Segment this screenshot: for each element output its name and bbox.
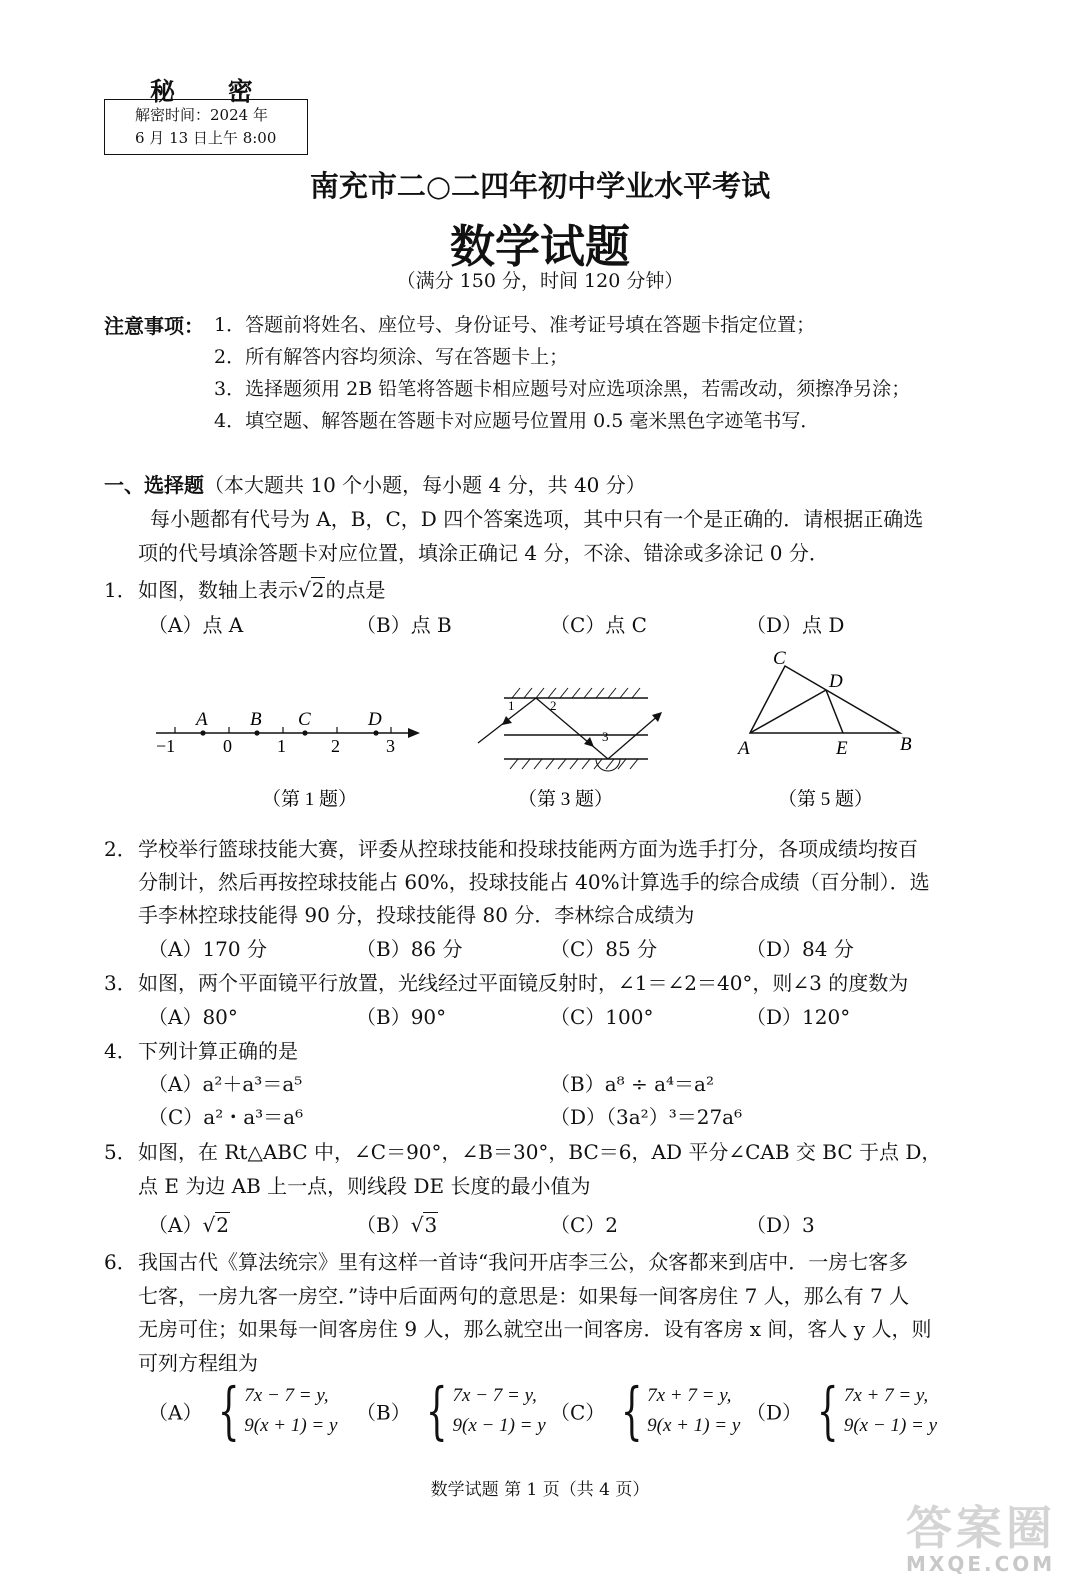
angle-label-1: 1 — [508, 698, 515, 713]
q2-line2: 分制计，然后再按控球技能占 60%，投球技能占 40%计算选手的综合成绩（百分制）．选 — [138, 870, 930, 894]
exam-subtitle: （满分 150 分，时间 120 分钟） — [396, 270, 684, 292]
q6-option-c — [550, 1374, 741, 1447]
q6-option-d — [746, 1374, 938, 1447]
q6-line3: 无房可住；如果每一间客房住 9 人，那么就空出一间客房．设有客房 x 间，客人 y 人，则 — [138, 1317, 932, 1341]
q5-option-a-label: （A） — [148, 1213, 203, 1237]
eq-line-2: 9(x + 1) = y — [244, 1415, 338, 1436]
label-b: B — [250, 709, 262, 730]
q1-option-a: （A）点 A — [148, 613, 244, 637]
fig5-caption: （第 5 题） — [778, 789, 874, 810]
q2-option-c: （C）85 分 — [550, 937, 658, 961]
q5-option-b-radicand: 3 — [424, 1213, 438, 1237]
watermark-sub: MXQE.COM — [906, 1552, 1056, 1576]
section-heading-bold: 一、选择题 — [104, 473, 204, 497]
point-c — [302, 730, 307, 735]
notice-item-1: 1．答题前将姓名、座位号、身份证号、准考证号填在答题卡指定位置； — [214, 314, 816, 336]
label-c: C — [298, 709, 311, 730]
vertex-c: C — [773, 648, 786, 669]
notice-item-2: 2．所有解答内容均须涂、写在答题卡上； — [214, 346, 569, 368]
eq-line-1: 7x + 7 = y, — [647, 1385, 732, 1406]
equation-system — [808, 1374, 938, 1447]
subject-title: 数学试题 — [449, 220, 630, 273]
equation-system — [417, 1374, 546, 1447]
sqrt-icon: √2 — [202, 1213, 229, 1237]
q6-line2: 七客，一房九客一房空．”诗中后面两句的意思是：如果每一间客房住 7 人，那么有 7 人 — [138, 1284, 910, 1308]
point-a — [200, 730, 205, 735]
q1-radicand: 2 — [311, 578, 325, 602]
tick-label-0: 0 — [223, 736, 232, 756]
equation-system — [209, 1374, 338, 1447]
q6-number: 6． — [104, 1250, 137, 1274]
q1-option-b: （B）点 B — [356, 613, 452, 637]
eq-line-2: 9(x − 1) = y — [452, 1415, 546, 1436]
q6-option-c-label: （C） — [550, 1400, 606, 1425]
fig1-caption: （第 1 题） — [262, 789, 358, 810]
point-d — [373, 730, 378, 735]
q1-stem — [138, 574, 385, 603]
eq-line-1: 7x + 7 = y, — [843, 1385, 929, 1406]
q3-stem: 如图，两个平面镜平行放置，光线经过平面镜反射时，∠1＝∠2＝40°，则∠3 的度数为 — [138, 971, 909, 995]
number-line-figure — [156, 709, 420, 756]
q2-line1: 学校举行篮球技能大赛，评委从控球技能和投球技能两方面为选手打分，各项成绩均按百 — [138, 837, 918, 861]
sqrt-icon: √2 — [298, 578, 325, 602]
exam-title: 南充市二○二四年初中学业水平考试 — [309, 169, 771, 203]
q5-option-b — [356, 1209, 438, 1238]
q5-option-a — [148, 1209, 230, 1238]
brace-icon: { — [425, 1374, 448, 1447]
section-heading — [104, 469, 646, 498]
q2-option-a: （A）170 分 — [148, 937, 267, 961]
q3-number: 3． — [104, 971, 137, 995]
tick-label-1: 1 — [277, 736, 286, 756]
notice-item-3: 3．选择题须用 2B 铅笔将答题卡相应题号对应选项涂黑，若需改动，须擦净另涂； — [214, 378, 911, 400]
vertex-b: B — [900, 734, 912, 755]
q2-option-b: （B）86 分 — [356, 937, 463, 961]
angle-label-3: 3 — [602, 729, 609, 744]
arrow-icon — [584, 737, 594, 747]
eq-line-1: 7x − 7 = y, — [452, 1385, 537, 1406]
arrow-icon — [652, 712, 662, 722]
sqrt-icon: √3 — [410, 1213, 438, 1237]
q5-option-d: （D）3 — [746, 1213, 815, 1237]
q5-option-c: （C）2 — [550, 1213, 619, 1237]
watermark-logo — [906, 1492, 1056, 1576]
q6-option-d-label: （D） — [746, 1400, 803, 1425]
q1-option-c: （C）点 C — [550, 613, 647, 637]
q3-option-d: （D）120° — [746, 1005, 851, 1029]
q1-stem-a: 如图，数轴上表示 — [138, 578, 298, 602]
notice-label: 注意事项： — [104, 314, 204, 338]
q6-option-a-label: （A） — [148, 1400, 203, 1425]
notice-item-4: 4．填空题、解答题在答题卡对应题号位置用 0.5 毫米黑色字迹笔书写． — [214, 410, 820, 432]
q2-option-d: （D）84 分 — [746, 937, 854, 961]
q3-option-b: （B）90° — [356, 1005, 447, 1029]
label-a: A — [196, 709, 208, 730]
brace-icon: { — [817, 1374, 839, 1447]
q4-option-b: （B）a⁸ ÷ a⁴＝a² — [550, 1072, 714, 1096]
q6-option-b — [356, 1374, 546, 1447]
secret-label: 秘 密 — [150, 77, 275, 106]
figures-row — [0, 640, 1080, 810]
q5-line2: 点 E 为边 AB 上一点，则线段 DE 长度的最小值为 — [138, 1174, 591, 1198]
q6-option-b-label: （B） — [356, 1400, 411, 1425]
brace-icon: { — [620, 1374, 643, 1447]
eq-line-1: 7x − 7 = y, — [244, 1385, 329, 1406]
outgoing-ray — [608, 714, 660, 759]
q1-number: 1． — [104, 578, 137, 602]
q5-option-a-radicand: 2 — [216, 1213, 229, 1237]
q5-line1: 如图，在 Rt△ABC 中，∠C＝90°，∠B＝30°，BC＝6，AD 平分∠CAB 交 BC 于点 D， — [138, 1140, 942, 1164]
tick-label-3: 3 — [386, 736, 395, 756]
equation-system — [612, 1374, 741, 1447]
vertex-a: A — [738, 738, 750, 759]
page-footer: 数学试题 第 1 页（共 4 页） — [430, 1480, 650, 1500]
q2-number: 2． — [104, 837, 137, 861]
q3-option-a: （A）80° — [148, 1005, 238, 1029]
vertex-e: E — [836, 738, 848, 759]
q1-stem-b: 的点是 — [325, 578, 386, 602]
point-b — [254, 730, 259, 735]
mirror-figure — [478, 688, 660, 771]
q4-option-a: （A）a²＋a³＝a⁵ — [148, 1072, 303, 1096]
q6-line1: 我国古代《算法统宗》里有这样一首诗“我问开店李三公，众客都来到店中．一房七客多 — [138, 1250, 909, 1274]
q1-option-d: （D）点 D — [746, 613, 845, 637]
q6-option-a — [148, 1374, 338, 1447]
angle-3-arc — [596, 759, 620, 771]
q4-option-c: （C）a²・a³＝a⁶ — [148, 1105, 304, 1129]
brace-icon: { — [217, 1374, 240, 1447]
angle-label-2: 2 — [550, 698, 557, 713]
q5-option-b-label: （B） — [356, 1213, 411, 1237]
q4-stem: 下列计算正确的是 — [138, 1039, 298, 1063]
tick-label-2: 2 — [331, 736, 340, 756]
eq-line-2: 9(x − 1) = y — [843, 1415, 938, 1436]
eq-line-2: 9(x + 1) = y — [647, 1415, 741, 1436]
q3-option-c: （C）100° — [550, 1005, 654, 1029]
label-d: D — [368, 709, 382, 730]
section-heading-rest: （本大题共 10 个小题，每小题 4 分，共 40 分） — [204, 473, 646, 497]
triangle-figure — [750, 666, 900, 733]
q5-number: 5． — [104, 1140, 137, 1164]
fig3-caption: （第 3 题） — [518, 789, 614, 810]
declass-line1: 解密时间：2024 年 — [135, 106, 268, 124]
declass-line2: 6 月 13 日上午 8:00 — [135, 129, 277, 147]
section-intro-line1: 每小题都有代号为 A，B，C，D 四个答案选项，其中只有一个是正确的．请根据正确选 — [150, 507, 924, 531]
vertex-d: D — [829, 671, 843, 692]
watermark-main: 答案圈 — [906, 1501, 1056, 1555]
q4-number: 4． — [104, 1039, 137, 1063]
reflected-ray — [536, 698, 608, 759]
q6-line4: 可列方程组为 — [138, 1351, 258, 1375]
tick-label-neg1: −1 — [156, 736, 176, 756]
section-intro-line2: 项的代号填涂答题卡对应位置，填涂正确记 4 分，不涂、错涂或多涂记 0 分． — [138, 541, 829, 565]
number-line-arrow — [408, 728, 420, 738]
q2-line3: 手李林控球技能得 90 分，投球技能得 80 分．李林综合成绩为 — [138, 903, 695, 927]
declassification-box — [104, 99, 308, 155]
q4-option-d: （D）（3a²）³＝27a⁶ — [550, 1105, 743, 1129]
